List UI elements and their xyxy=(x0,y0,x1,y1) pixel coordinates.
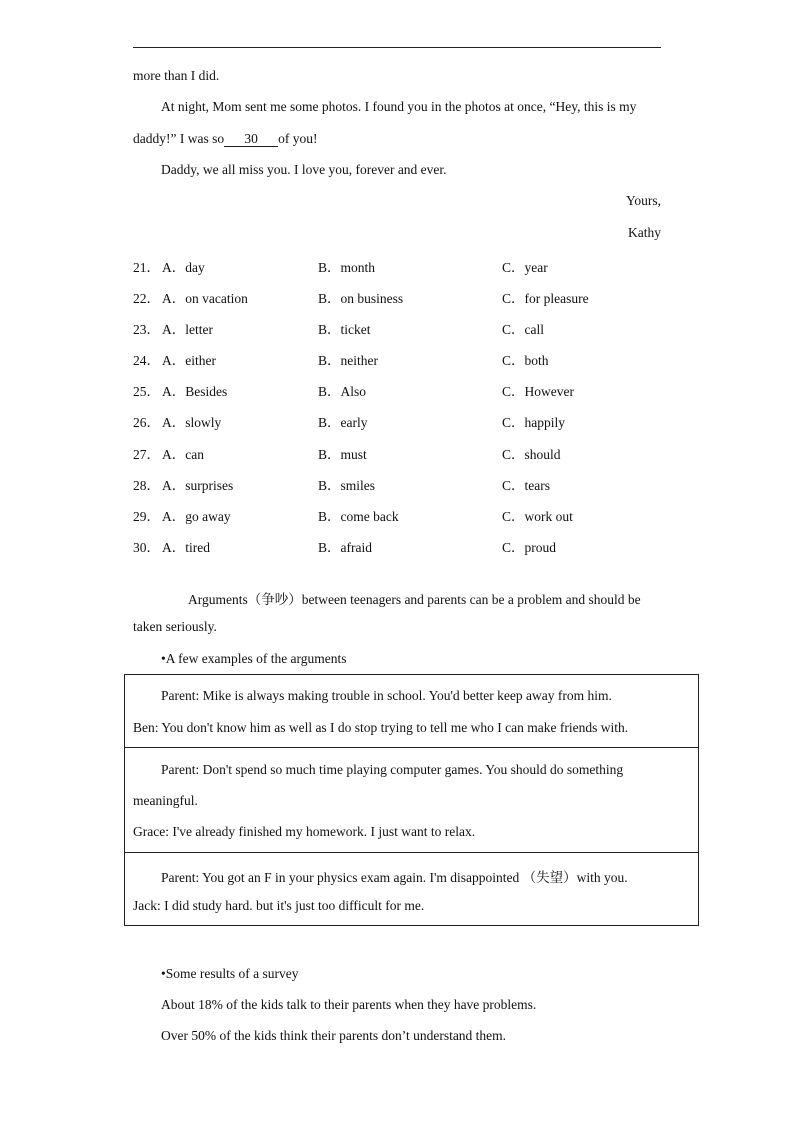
letter-paragraph: Daddy, we all miss you. I love you, forever and ever. xyxy=(161,162,447,177)
option-c: C．for pleasure xyxy=(502,291,589,306)
parent-line: Parent: Mike is always making trouble in school. You'd better keep away from him. xyxy=(161,688,612,703)
option-a: A．go away xyxy=(162,509,231,524)
question-row xyxy=(133,287,693,307)
question-number: 25． xyxy=(133,384,160,399)
option-a: A．Besides xyxy=(162,384,228,399)
question-number: 26． xyxy=(133,415,160,430)
letter-text: daddy!” I was so xyxy=(133,131,225,146)
letter-line: more than I did. xyxy=(133,68,220,83)
question-number: 28． xyxy=(133,478,160,493)
argument-box-3 xyxy=(124,852,699,926)
option-b: B．early xyxy=(318,415,368,430)
option-c: C．both xyxy=(502,353,549,368)
option-c: C．happily xyxy=(502,415,565,430)
question-number: 21． xyxy=(133,260,160,275)
survey-heading: •Some results of a survey xyxy=(161,966,299,981)
option-c: C．year xyxy=(502,260,548,275)
letter-paragraph: At night, Mom sent me some photos. I found you in the photos at once, “Hey, this is my xyxy=(161,99,637,114)
survey-result: Over 50% of the kids think their parents don’t understand them. xyxy=(161,1028,507,1043)
option-a: A．letter xyxy=(162,322,213,337)
option-c: C．However xyxy=(502,384,574,399)
question-number: 29． xyxy=(133,509,160,524)
option-a: A．tired xyxy=(162,540,210,555)
argument-box-2 xyxy=(124,747,699,853)
option-c: C．proud xyxy=(502,540,556,555)
blank-30: 30 xyxy=(224,132,278,147)
question-row xyxy=(133,256,693,276)
option-b: B．month xyxy=(318,260,376,275)
option-a: A．slowly xyxy=(162,415,222,430)
parent-line: Parent: You got an F in your physics exam again. I'm disappointed （失望）with you. xyxy=(161,870,628,885)
option-c: C．call xyxy=(502,322,544,337)
argument-box-1 xyxy=(124,674,699,748)
question-number: 27． xyxy=(133,447,160,462)
question-row xyxy=(133,349,693,369)
header-rule xyxy=(133,47,661,48)
question-number: 22． xyxy=(133,291,160,306)
option-a: A．on vacation xyxy=(162,291,248,306)
parent-line: Parent: Don't spend so much time playing computer games. You should do something xyxy=(161,762,624,777)
question-row xyxy=(133,380,693,400)
letter-text: of you! xyxy=(278,131,318,146)
parent-line-cont: meaningful. xyxy=(133,793,198,808)
question-row xyxy=(133,505,693,525)
question-number: 24． xyxy=(133,353,160,368)
survey-result: About 18% of the kids talk to their parents when they have problems. xyxy=(161,997,537,1012)
teen-line: Jack: I did study hard. but it's just too difficult for me. xyxy=(133,898,425,913)
teen-line: Grace: I've already finished my homework. I just want to relax. xyxy=(133,824,476,839)
question-row xyxy=(133,318,693,338)
question-row xyxy=(133,411,693,431)
question-row xyxy=(133,443,693,463)
option-a: A．surprises xyxy=(162,478,234,493)
letter-signature: Kathy xyxy=(628,225,661,240)
question-number: 23． xyxy=(133,322,160,337)
option-b: B．must xyxy=(318,447,367,462)
option-b: B．come back xyxy=(318,509,399,524)
letter-closing: Yours, xyxy=(625,193,661,208)
option-a: A．either xyxy=(162,353,216,368)
letter-line-with-blank xyxy=(133,131,317,147)
option-a: A．day xyxy=(162,260,205,275)
examples-heading: •A few examples of the arguments xyxy=(161,651,347,666)
option-b: B．neither xyxy=(318,353,378,368)
question-row xyxy=(133,474,693,494)
option-b: B．afraid xyxy=(318,540,372,555)
option-b: B．ticket xyxy=(318,322,371,337)
option-c: C．should xyxy=(502,447,561,462)
option-b: B．Also xyxy=(318,384,367,399)
passage-intro-cont: taken seriously. xyxy=(133,619,217,634)
option-a: A．can xyxy=(162,447,204,462)
option-c: C．tears xyxy=(502,478,550,493)
teen-line: Ben: You don't know him as well as I do stop trying to tell me who I can make friends with. xyxy=(133,720,629,735)
question-number: 30． xyxy=(133,540,160,555)
question-row xyxy=(133,536,693,556)
option-b: B．on business xyxy=(318,291,404,306)
option-b: B．smiles xyxy=(318,478,376,493)
option-c: C．work out xyxy=(502,509,573,524)
passage-intro: Arguments（争吵）between teenagers and parents can be a problem and should be xyxy=(188,592,641,607)
